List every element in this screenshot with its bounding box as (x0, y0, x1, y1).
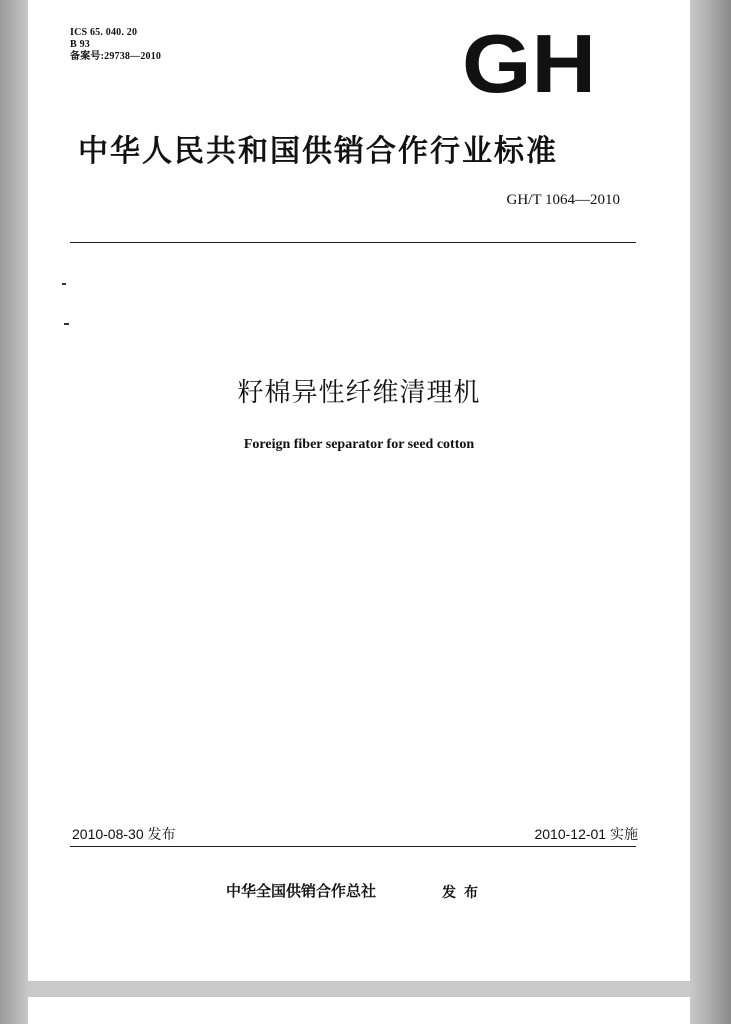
scan-speck (62, 283, 66, 285)
publish-label: 发布 (442, 885, 486, 901)
issue-date: 2010-08-30 发布 (72, 826, 176, 842)
document-page (28, 0, 690, 981)
class-code: B 93 (70, 39, 90, 50)
scan-speck (64, 323, 69, 325)
top-divider (70, 242, 636, 243)
standard-number: GH/T 1064—2010 (506, 192, 620, 208)
gh-logo (462, 30, 596, 106)
record-number: 备案号:29738—2010 (70, 51, 162, 62)
document-title-cn: 籽棉异性纤维清理机 (237, 378, 481, 408)
classification-block (70, 27, 161, 63)
svg-text:GH: GH (462, 30, 596, 106)
ics-code: ICS 65. 040. 20 (70, 27, 138, 38)
publisher-name: 中华全国供销合作总社 (226, 882, 377, 900)
document-title-en: Foreign fiber separator for seed cotton (243, 437, 475, 452)
org-standard-title: 中华人民共和国供销合作行业标准 (78, 134, 558, 169)
implementation-date: 2010-12-01 实施 (534, 826, 638, 842)
bottom-divider (70, 846, 636, 847)
next-page-edge (28, 997, 690, 1024)
